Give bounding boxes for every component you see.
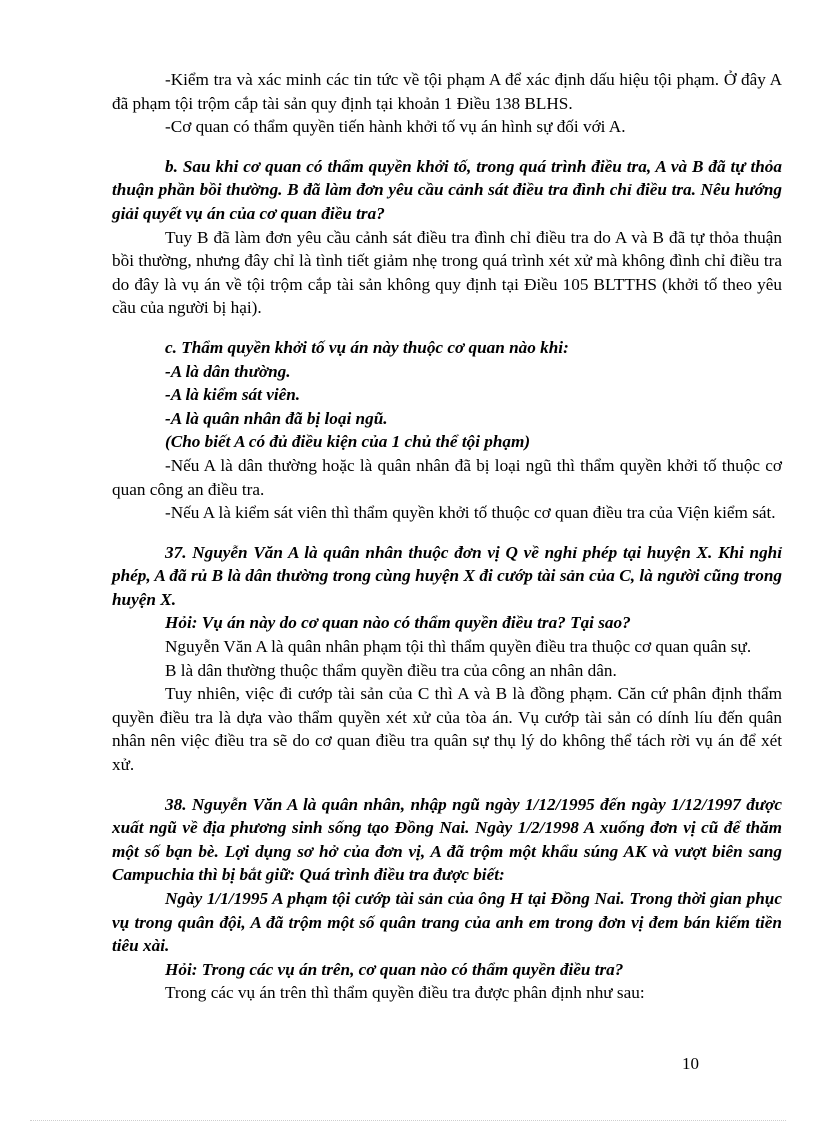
answer-38-intro: Trong các vụ án trên thì thẩm quyền điều tra được phân định như sau: [165, 983, 645, 1003]
answer-37-2: B là dân thường thuộc thẩm quyền điều tra của công an nhân dân. [165, 660, 617, 680]
paragraph-verify-info: -Kiểm tra và xác minh các tin tức về tội phạm A để xác định dấu hiệu tội phạm. Ở đây A đã phạm tội trộm cắp tài sản quy định tại khoản 1 Điều 138 BLHS. [112, 70, 782, 113]
question-c-note: (Cho biết A có đủ điều kiện của 1 chủ thể tội phạm) [165, 432, 531, 452]
question-38-ask: Hỏi: Trong các vụ án trên, cơ quan nào có thẩm quyền điều tra? [165, 959, 624, 979]
answer-c-1: -Nếu A là dân thường hoặc là quân nhân đã bị loại ngũ thì thẩm quyền khởi tố thuộc cơ quan công an điều tra. [112, 455, 782, 499]
question-c-case-civilian: -A là dân thường. [165, 361, 291, 381]
question-b: b. Sau khi cơ quan có thẩm quyền khởi tố, trong quá trình điều tra, A và B đã tự thỏa thuận phần bồi thường. B đã làm đơn yêu cầu cảnh sát điều tra đình chỉ điều tra. Nêu hướng giải quyết vụ án của cơ quan điều tra? [112, 156, 782, 223]
answer-37-3: Tuy nhiên, việc đi cướp tài sản của C thì A và B là đồng phạm. Căn cứ phân định thẩm quyền điều tra là dựa vào thẩm quyền xét xử của tòa án. Vụ cướp tài sản có dính líu đến quân nhân nên việc điều tra sẽ do cơ quan điều tra quân sự thụ lý do không thể tách rời vụ án để xét xử. [112, 684, 782, 775]
spacer [112, 777, 782, 793]
question-37: 37. Nguyễn Văn A là quân nhân thuộc đơn vị Q về nghỉ phép tại huyện X. Khi nghỉ phép, A đã rủ B là dân thường trong cùng huyện X đi cướp tài sản của C, là người cũng trong huyện X. [112, 542, 782, 609]
paragraph-prosecute: -Cơ quan có thẩm quyền tiến hành khởi tố vụ án hình sự đối với A. [165, 117, 626, 137]
page-number: 10 [682, 1054, 699, 1073]
question-38: 38. Nguyễn Văn A là quân nhân, nhập ngũ ngày 1/12/1995 đến ngày 1/12/1997 được xuất ngũ về địa phương sinh sống tạo Đồng Nai. Ngày 1/2/1998 A xuống đơn vị cũ để thăm một số bạn bè. Lợi dụng sơ hở của đơn vị, A đã trộm một khẩu súng AK và vượt biên sang Campuchia thì bị bắt giữ: Quá trình điều tra được biết: [112, 794, 782, 885]
question-c-case-discharged: -A là quân nhân đã bị loại ngũ. [165, 408, 388, 428]
document-body [112, 68, 782, 1005]
answer-b: Tuy B đã làm đơn yêu cầu cảnh sát điều tra đình chỉ điều tra do A và B đã tự thỏa thuận bồi thường, nhưng đây chỉ là tình tiết giảm nhẹ trong quá trình xét xử mà không đình chỉ điều tra do đây là vụ án về tội trộm cắp tài sản không quy định tại Điều 105 BLTTHS (khởi tố theo yêu cầu của người bị hại). [112, 227, 782, 318]
spacer [112, 525, 782, 541]
answer-c-2: -Nếu A là kiểm sát viên thì thẩm quyền khởi tố thuộc cơ quan điều tra của Viện kiểm sát. [165, 503, 776, 523]
question-37-ask: Hỏi: Vụ án này do cơ quan nào có thẩm quyền điều tra? Tại sao? [165, 613, 631, 633]
question-c-case-prosecutor: -A là kiểm sát viên. [165, 385, 301, 405]
spacer [112, 320, 782, 336]
spacer [112, 139, 782, 155]
answer-37-1: Nguyễn Văn A là quân nhân phạm tội thì thẩm quyền điều tra thuộc cơ quan quân sự. [165, 637, 752, 657]
page-bottom-border [30, 1120, 786, 1121]
question-38-facts: Ngày 1/1/1995 A phạm tội cướp tài sản của ông H tại Đồng Nai. Trong thời gian phục vụ trong quân đội, A đã trộm một số quân trang của anh em trong đơn vị đem bán kiếm tiền tiêu xài. [112, 889, 782, 956]
question-c: c. Thẩm quyền khởi tố vụ án này thuộc cơ quan nào khi: [165, 337, 569, 357]
